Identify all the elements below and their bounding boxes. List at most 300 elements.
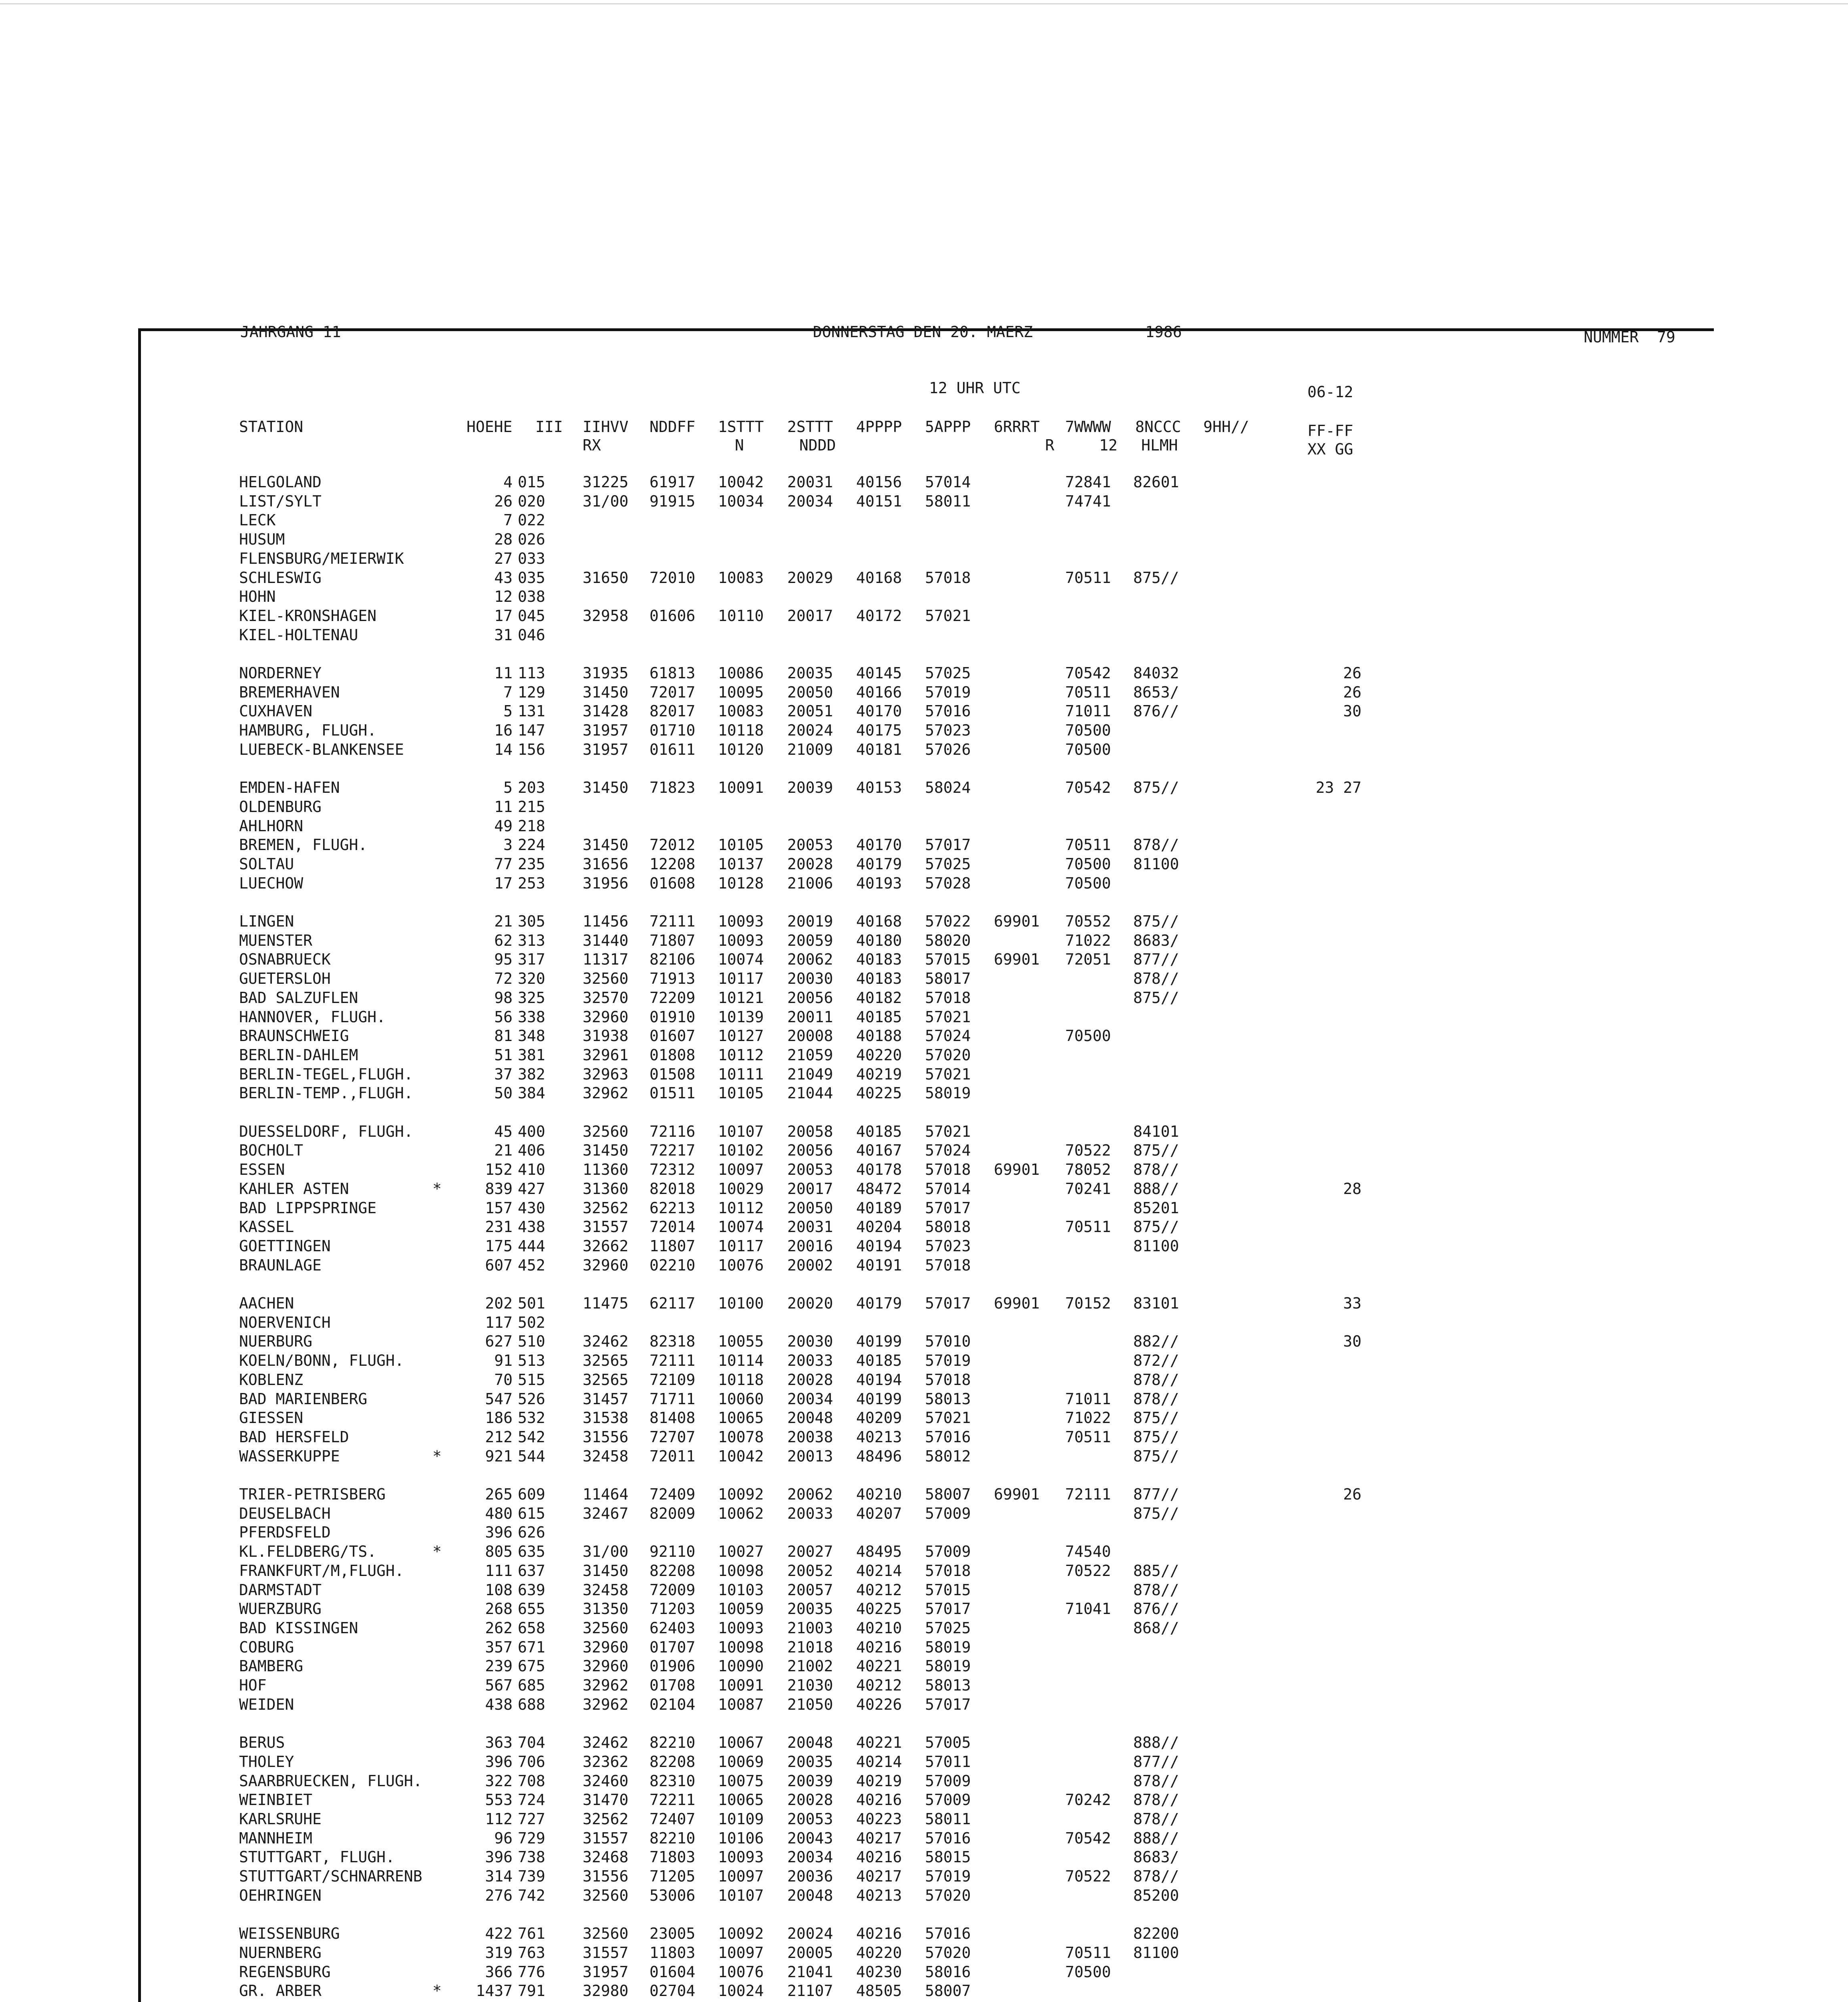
2sttt-cell: 20062 <box>787 951 833 968</box>
5appp-cell: 57016 <box>925 702 971 720</box>
hoehe-cell: 567 <box>485 1676 513 1694</box>
4pppp-cell: 40217 <box>856 1829 902 1847</box>
hoehe-cell: 422 <box>485 1925 513 1942</box>
2sttt-cell: 20029 <box>787 569 833 587</box>
col-ff-sub: XX GG <box>1307 440 1353 458</box>
table-row <box>0 1313 1402 1332</box>
4pppp-cell: 40179 <box>856 855 902 873</box>
4pppp-cell: 40209 <box>856 1409 902 1427</box>
1sttt-cell: 10075 <box>718 1772 764 1790</box>
5appp-cell: 58007 <box>925 1982 971 2000</box>
hoehe-cell: 202 <box>485 1294 513 1312</box>
4pppp-cell: 40219 <box>856 1772 902 1790</box>
station-cell: MANNHEIM <box>239 1829 313 1847</box>
2sttt-cell: 20028 <box>787 1371 833 1389</box>
table-row <box>0 1733 1402 1752</box>
table-row <box>0 1294 1402 1313</box>
iii-cell: 729 <box>518 1829 545 1847</box>
iihvv-cell: 32560 <box>583 1887 629 1904</box>
4pppp-cell: 40212 <box>856 1676 902 1694</box>
2sttt-cell: 20048 <box>787 1409 833 1427</box>
8nccc-cell: 878// <box>1133 970 1179 987</box>
4pppp-cell: 40180 <box>856 932 902 949</box>
nddff-cell: 72012 <box>650 836 696 854</box>
table-row <box>0 1236 1402 1256</box>
4pppp-cell: 40217 <box>856 1867 902 1885</box>
iii-cell: 113 <box>518 664 545 682</box>
8nccc-cell: 875// <box>1133 569 1179 587</box>
hoehe-cell: 49 <box>494 817 513 835</box>
hoehe-cell: 70 <box>494 1371 513 1389</box>
nddff-cell: 01508 <box>650 1065 696 1083</box>
iihvv-cell: 11464 <box>583 1485 629 1503</box>
1sttt-cell: 10112 <box>718 1199 764 1217</box>
nddff-cell: 72017 <box>650 683 696 701</box>
station-cell: COBURG <box>239 1638 294 1656</box>
station-cell: HOF <box>239 1676 267 1694</box>
4pppp-cell: 48496 <box>856 1447 902 1465</box>
5appp-cell: 57024 <box>925 1142 971 1159</box>
station-cell: DARMSTADT <box>239 1581 322 1599</box>
station-cell: BRAUNLAGE <box>239 1256 322 1274</box>
5appp-cell: 57025 <box>925 855 971 873</box>
iii-cell: 526 <box>518 1390 545 1408</box>
iihvv-cell: 11360 <box>583 1161 629 1178</box>
nddff-cell: 82210 <box>650 1829 696 1847</box>
1sttt-cell: 10093 <box>718 913 764 930</box>
4pppp-cell: 40172 <box>856 607 902 625</box>
station-cell: HOHN <box>239 588 276 605</box>
station-cell: WASSERKUPPE <box>239 1447 340 1465</box>
hoehe-cell: 26 <box>494 492 513 510</box>
nddff-cell: 62213 <box>650 1199 696 1217</box>
8nccc-cell: 84101 <box>1133 1123 1179 1140</box>
period-label: 06-12 <box>1307 383 1353 401</box>
station-cell: FRANKFURT/M,FLUGH. <box>239 1562 404 1580</box>
8nccc-cell: 878// <box>1133 1810 1179 1828</box>
4pppp-cell: 40170 <box>856 836 902 854</box>
iii-cell: 045 <box>518 607 545 625</box>
7wwww-cell: 70500 <box>1065 741 1111 758</box>
nddff-cell: 72009 <box>650 1581 696 1599</box>
hoehe-cell: 45 <box>494 1123 513 1140</box>
hoehe-cell: 77 <box>494 855 513 873</box>
table-row <box>0 1981 1402 2000</box>
iii-cell: 305 <box>518 913 545 930</box>
station-cell: LUECHOW <box>239 874 304 892</box>
5appp-cell: 57028 <box>925 874 971 892</box>
8nccc-cell: 85200 <box>1133 1887 1179 1904</box>
8nccc-cell: 877// <box>1133 1753 1179 1771</box>
2sttt-cell: 20057 <box>787 1581 833 1599</box>
nddff-cell: 91915 <box>650 492 696 510</box>
table-row <box>0 1695 1402 1714</box>
iii-cell: 253 <box>518 874 545 892</box>
iii-cell: 501 <box>518 1294 545 1312</box>
iihvv-cell: 32565 <box>583 1371 629 1389</box>
1sttt-cell: 10107 <box>718 1123 764 1140</box>
4pppp-cell: 40225 <box>856 1600 902 1618</box>
8nccc-cell: 877// <box>1133 1485 1179 1503</box>
2sttt-cell: 21041 <box>787 1963 833 1981</box>
ff-cell: 26 <box>1343 664 1361 682</box>
nddff-cell: 92110 <box>650 1543 696 1560</box>
table-row <box>0 1160 1402 1179</box>
table-row <box>0 1924 1402 1943</box>
table-row <box>0 1638 1402 1657</box>
hoehe-cell: 96 <box>494 1829 513 1847</box>
1sttt-cell: 10120 <box>718 741 764 758</box>
1sttt-cell: 10034 <box>718 492 764 510</box>
2sttt-cell: 21107 <box>787 1982 833 2000</box>
hoehe-cell: 314 <box>485 1867 513 1885</box>
hoehe-cell: 11 <box>494 664 513 682</box>
4pppp-cell: 40213 <box>856 1887 902 1904</box>
iihvv-cell: 31557 <box>583 1829 629 1847</box>
4pppp-cell: 40194 <box>856 1237 902 1255</box>
nddff-cell: 01607 <box>650 1027 696 1045</box>
8nccc-cell: 875// <box>1133 1447 1179 1465</box>
ff-cell: 33 <box>1343 1294 1361 1312</box>
1sttt-cell: 10062 <box>718 1505 764 1522</box>
4pppp-cell: 40221 <box>856 1734 902 1751</box>
iii-cell: 406 <box>518 1142 545 1159</box>
iii-cell: 738 <box>518 1848 545 1866</box>
iihvv-cell: 31450 <box>583 1562 629 1580</box>
4pppp-cell: 40216 <box>856 1638 902 1656</box>
nddff-cell: 72011 <box>650 1447 696 1465</box>
hoehe-cell: 112 <box>485 1810 513 1828</box>
1sttt-cell: 10111 <box>718 1065 764 1083</box>
iii-cell: 020 <box>518 492 545 510</box>
station-cell: KIEL-HOLTENAU <box>239 626 358 644</box>
station-cell: NOERVENICH <box>239 1314 331 1331</box>
1sttt-cell: 10076 <box>718 1963 764 1981</box>
1sttt-cell: 10078 <box>718 1428 764 1446</box>
iihvv-cell: 32458 <box>583 1581 629 1599</box>
iii-cell: 671 <box>518 1638 545 1656</box>
hoehe-cell: 43 <box>494 569 513 587</box>
iihvv-cell: 32560 <box>583 1123 629 1140</box>
2sttt-cell: 20033 <box>787 1352 833 1369</box>
5appp-cell: 57016 <box>925 1925 971 1942</box>
iii-cell: 224 <box>518 836 545 854</box>
8nccc-cell: 8653/ <box>1133 683 1179 701</box>
iii-cell: 438 <box>518 1218 545 1236</box>
hoehe-cell: 7 <box>503 511 513 529</box>
nddff-cell: 72211 <box>650 1791 696 1809</box>
1sttt-cell: 10114 <box>718 1352 764 1369</box>
5appp-cell: 58013 <box>925 1676 971 1694</box>
iihvv-cell: 32960 <box>583 1256 629 1274</box>
5appp-cell: 57017 <box>925 1199 971 1217</box>
hoehe-cell: 72 <box>494 970 513 987</box>
nddff-cell: 61813 <box>650 664 696 682</box>
station-cell: EMDEN-HAFEN <box>239 779 340 796</box>
8nccc-cell: 878// <box>1133 1867 1179 1885</box>
nddff-cell: 72312 <box>650 1161 696 1178</box>
4pppp-cell: 40219 <box>856 1065 902 1083</box>
station-cell: KASSEL <box>239 1218 294 1236</box>
iii-cell: 384 <box>518 1084 545 1102</box>
station-cell: CUXHAVEN <box>239 702 313 720</box>
iihvv-cell: 31225 <box>583 473 629 491</box>
table-row <box>0 950 1402 969</box>
nddff-cell: 72209 <box>650 989 696 1007</box>
5appp-cell: 58011 <box>925 1810 971 1828</box>
hoehe-cell: 265 <box>485 1485 513 1503</box>
hoehe-cell: 98 <box>494 989 513 1007</box>
station-cell: SAARBRUECKEN, FLUGH. <box>239 1772 422 1790</box>
1sttt-cell: 10092 <box>718 1925 764 1942</box>
table-row <box>0 1676 1402 1695</box>
hoehe-cell: 4 <box>503 473 513 491</box>
table-row <box>0 1809 1402 1829</box>
iii-cell: 704 <box>518 1734 545 1751</box>
1sttt-cell: 10127 <box>718 1027 764 1045</box>
2sttt-cell: 20058 <box>787 1123 833 1140</box>
hoehe-cell: 553 <box>485 1791 513 1809</box>
iihvv-cell: 31957 <box>583 1963 629 1981</box>
station-cell: KARLSRUHE <box>239 1810 322 1828</box>
7wwww-cell: 70522 <box>1065 1562 1111 1580</box>
8nccc-cell: 877// <box>1133 951 1179 968</box>
6rrrt-cell: 69901 <box>994 1161 1040 1178</box>
4pppp-cell: 40183 <box>856 951 902 968</box>
station-cell: BOCHOLT <box>239 1142 304 1159</box>
iihvv-cell: 32962 <box>583 1084 629 1102</box>
mountain-marker: * <box>432 1180 442 1198</box>
4pppp-cell: 40168 <box>856 569 902 587</box>
hoehe-cell: 17 <box>494 874 513 892</box>
nddff-cell: 01611 <box>650 741 696 758</box>
7wwww-cell: 72841 <box>1065 473 1111 491</box>
7wwww-cell: 74540 <box>1065 1543 1111 1560</box>
4pppp-cell: 40153 <box>856 779 902 796</box>
iihvv-cell: 31957 <box>583 722 629 739</box>
station-cell: DEUSELBACH <box>239 1505 331 1522</box>
iihvv-cell: 32460 <box>583 1772 629 1790</box>
station-cell: BREMEN, FLUGH. <box>239 836 368 854</box>
hoehe-cell: 396 <box>485 1753 513 1771</box>
iii-cell: 427 <box>518 1180 545 1198</box>
col-2sttt-sub: NDDD <box>799 436 836 454</box>
station-cell: GR. ARBER <box>239 1982 322 2000</box>
1sttt-cell: 10093 <box>718 1619 764 1637</box>
nddff-cell: 11807 <box>650 1237 696 1255</box>
nddff-cell: 72111 <box>650 913 696 930</box>
iihvv-cell: 31/00 <box>583 492 629 510</box>
2sttt-cell: 21009 <box>787 741 833 758</box>
table-row <box>0 988 1402 1007</box>
nddff-cell: 62117 <box>650 1294 696 1312</box>
2sttt-cell: 20039 <box>787 779 833 796</box>
iihvv-cell: 31457 <box>583 1390 629 1408</box>
2sttt-cell: 21006 <box>787 874 833 892</box>
iii-cell: 015 <box>518 473 545 491</box>
4pppp-cell: 40182 <box>856 989 902 1007</box>
table-row <box>0 1504 1402 1523</box>
iihvv-cell: 31957 <box>583 741 629 758</box>
1sttt-cell: 10087 <box>718 1696 764 1713</box>
station-cell: AHLHORN <box>239 817 304 835</box>
4pppp-cell: 40223 <box>856 1810 902 1828</box>
iii-cell: 147 <box>518 722 545 739</box>
2sttt-cell: 20043 <box>787 1829 833 1847</box>
iihvv-cell: 32362 <box>583 1753 629 1771</box>
8nccc-cell: 82601 <box>1133 473 1179 491</box>
hoehe-cell: 396 <box>485 1524 513 1541</box>
date-label: DONNERSTAG DEN 20. MAERZ <box>813 323 1033 341</box>
2sttt-cell: 20019 <box>787 913 833 930</box>
7wwww-cell: 70522 <box>1065 1867 1111 1885</box>
hoehe-cell: 319 <box>485 1944 513 1962</box>
1sttt-cell: 10042 <box>718 1447 764 1465</box>
iii-cell: 515 <box>518 1371 545 1389</box>
iihvv-cell: 32462 <box>583 1734 629 1751</box>
5appp-cell: 57005 <box>925 1734 971 1751</box>
nddff-cell: 71711 <box>650 1390 696 1408</box>
7wwww-cell: 70542 <box>1065 664 1111 682</box>
table-row <box>0 1217 1402 1236</box>
2sttt-cell: 20017 <box>787 607 833 625</box>
2sttt-cell: 20030 <box>787 970 833 987</box>
nddff-cell: 72707 <box>650 1428 696 1446</box>
1sttt-cell: 10074 <box>718 1218 764 1236</box>
iihvv-cell: 31440 <box>583 932 629 949</box>
station-cell: BAD SALZUFLEN <box>239 989 358 1007</box>
2sttt-cell: 20024 <box>787 722 833 739</box>
hoehe-cell: 212 <box>485 1428 513 1446</box>
5appp-cell: 57021 <box>925 1065 971 1083</box>
iii-cell: 348 <box>518 1027 545 1045</box>
hoehe-cell: 62 <box>494 932 513 949</box>
table-row <box>0 1179 1402 1198</box>
1sttt-cell: 10118 <box>718 722 764 739</box>
2sttt-cell: 20028 <box>787 1791 833 1809</box>
station-cell: BAD HERSFELD <box>239 1428 349 1446</box>
nddff-cell: 71807 <box>650 932 696 949</box>
iii-cell: 317 <box>518 951 545 968</box>
issue-number: NUMMER 79 <box>1584 328 1675 346</box>
5appp-cell: 57015 <box>925 1581 971 1599</box>
2sttt-cell: 20024 <box>787 1925 833 1942</box>
table-row <box>0 1427 1402 1447</box>
iii-cell: 639 <box>518 1581 545 1599</box>
8nccc-cell: 878// <box>1133 836 1179 854</box>
ff-cell: 30 <box>1343 702 1361 720</box>
col-1sttt-sub: N <box>735 436 744 454</box>
2sttt-cell: 20053 <box>787 1161 833 1178</box>
hoehe-cell: 186 <box>485 1409 513 1427</box>
1sttt-cell: 10093 <box>718 1848 764 1866</box>
8nccc-cell: 82200 <box>1133 1925 1179 1942</box>
5appp-cell: 58016 <box>925 1963 971 1981</box>
2sttt-cell: 20028 <box>787 855 833 873</box>
col-hoehe: HOEHE <box>467 418 513 436</box>
7wwww-cell: 70511 <box>1065 1944 1111 1962</box>
hoehe-cell: 5 <box>503 702 513 720</box>
nddff-cell: 82318 <box>650 1333 696 1350</box>
station-cell: BERLIN-TEMP.,FLUGH. <box>239 1084 413 1102</box>
1sttt-cell: 10128 <box>718 874 764 892</box>
station-cell: BAD LIPPSPRINGE <box>239 1199 377 1217</box>
table-row <box>0 1198 1402 1218</box>
iihvv-cell: 31557 <box>583 1944 629 1962</box>
iihvv-cell: 32570 <box>583 989 629 1007</box>
8nccc-cell: 81100 <box>1133 1237 1179 1255</box>
scan-edge-top <box>0 3 1848 4</box>
5appp-cell: 57017 <box>925 1294 971 1312</box>
iihvv-cell: 32962 <box>583 1676 629 1694</box>
col-5appp: 5APPP <box>925 418 971 436</box>
5appp-cell: 57022 <box>925 913 971 930</box>
col-8nccc-sub: HLMH <box>1141 436 1178 454</box>
iii-cell: 035 <box>518 569 545 587</box>
station-cell: BERUS <box>239 1734 285 1751</box>
4pppp-cell: 40188 <box>856 1027 902 1045</box>
iii-cell: 658 <box>518 1619 545 1637</box>
nddff-cell: 72010 <box>650 569 696 587</box>
hoehe-cell: 3 <box>503 836 513 854</box>
station-cell: BRAUNSCHWEIG <box>239 1027 349 1045</box>
1sttt-cell: 10091 <box>718 1676 764 1694</box>
hoehe-cell: 231 <box>485 1218 513 1236</box>
table-row <box>0 778 1402 797</box>
iihvv-cell: 31538 <box>583 1409 629 1427</box>
2sttt-cell: 20038 <box>787 1428 833 1446</box>
table-row <box>0 969 1402 988</box>
1sttt-cell: 10098 <box>718 1638 764 1656</box>
station-cell: BREMERHAVEN <box>239 683 340 701</box>
2sttt-cell: 20033 <box>787 1505 833 1522</box>
hoehe-cell: 111 <box>485 1562 513 1580</box>
hoehe-cell: 37 <box>494 1065 513 1083</box>
iihvv-cell: 31450 <box>583 779 629 796</box>
hoehe-cell: 17 <box>494 607 513 625</box>
table-row <box>0 530 1402 549</box>
iihvv-cell: 32560 <box>583 1925 629 1942</box>
8nccc-cell: 882// <box>1133 1333 1179 1350</box>
table-row <box>0 721 1402 740</box>
5appp-cell: 57021 <box>925 1409 971 1427</box>
1sttt-cell: 10029 <box>718 1180 764 1198</box>
2sttt-cell: 20005 <box>787 1944 833 1962</box>
nddff-cell: 81408 <box>650 1409 696 1427</box>
5appp-cell: 58019 <box>925 1657 971 1675</box>
table-row <box>0 1943 1402 1962</box>
1sttt-cell: 10065 <box>718 1791 764 1809</box>
station-cell: SCHLESWIG <box>239 569 322 587</box>
5appp-cell: 57018 <box>925 989 971 1007</box>
7wwww-cell: 72051 <box>1065 951 1111 968</box>
4pppp-cell: 40199 <box>856 1333 902 1350</box>
2sttt-cell: 21030 <box>787 1676 833 1694</box>
4pppp-cell: 48472 <box>856 1180 902 1198</box>
iii-cell: 218 <box>518 817 545 835</box>
4pppp-cell: 40191 <box>856 1256 902 1274</box>
iii-cell: 038 <box>518 588 545 605</box>
iihvv-cell: 31470 <box>583 1791 629 1809</box>
mountain-marker: * <box>432 1447 442 1465</box>
nddff-cell: 53006 <box>650 1887 696 1904</box>
iii-cell: 325 <box>518 989 545 1007</box>
1sttt-cell: 10060 <box>718 1390 764 1408</box>
station-cell: NUERBURG <box>239 1333 313 1350</box>
station-cell: BAD KISSINGEN <box>239 1619 358 1637</box>
station-cell: BAD MARIENBERG <box>239 1390 368 1408</box>
7wwww-cell: 70500 <box>1065 722 1111 739</box>
